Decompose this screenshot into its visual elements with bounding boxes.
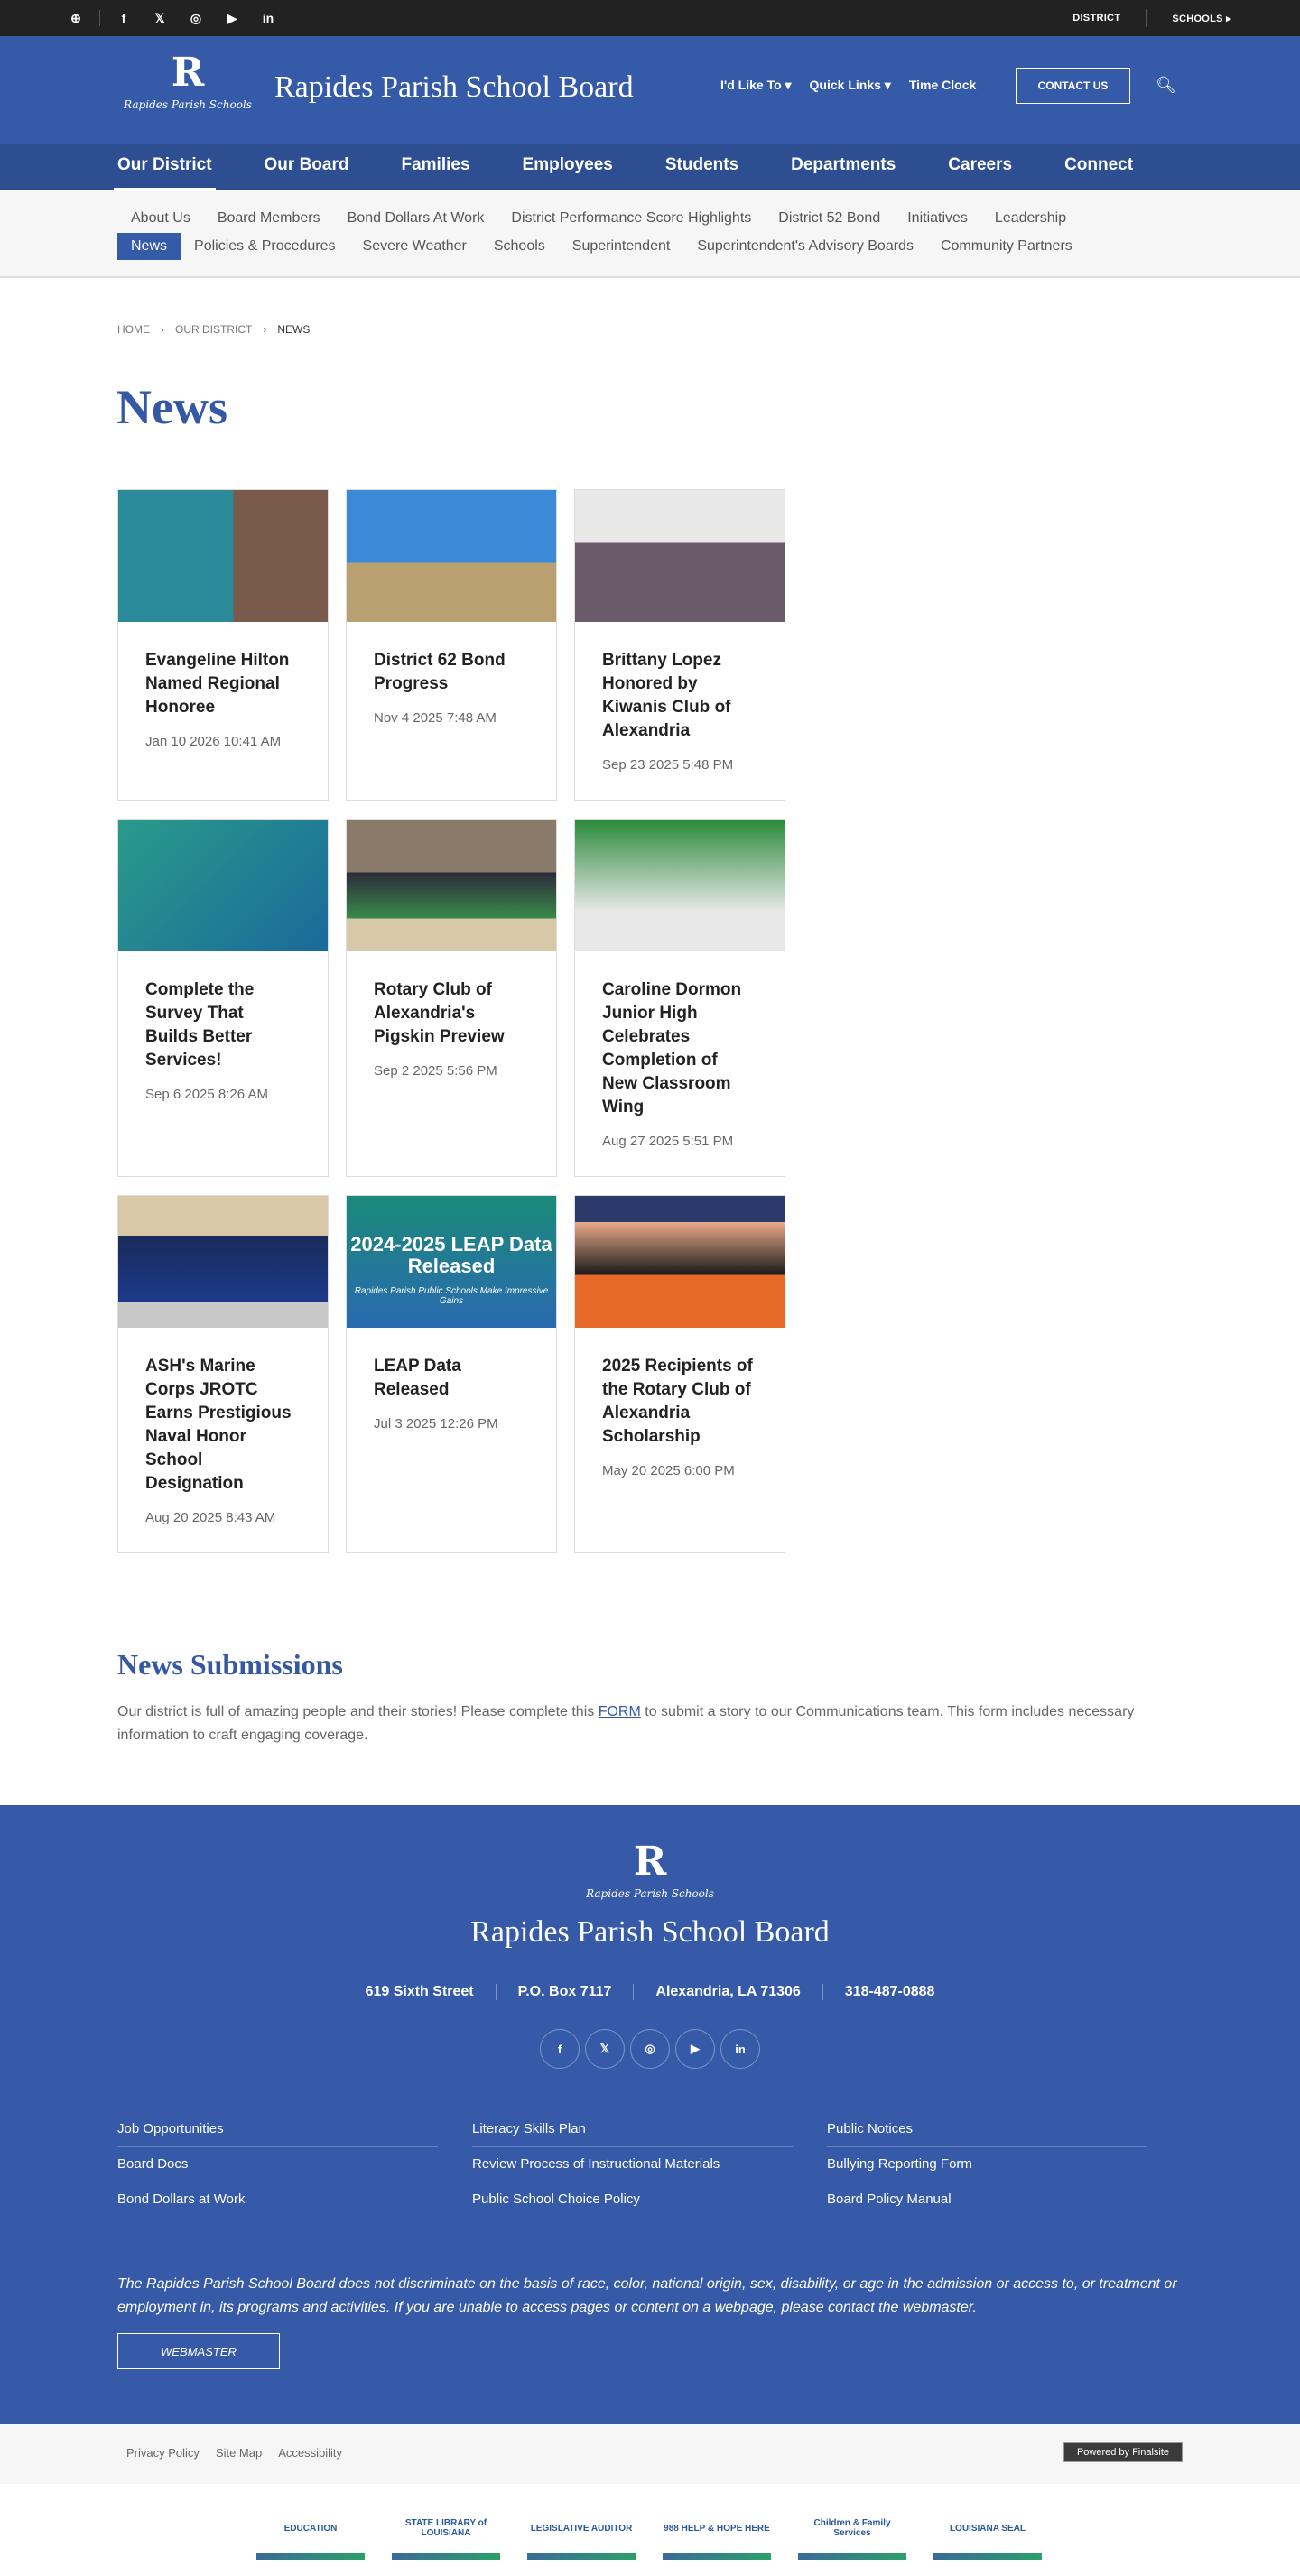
instagram-icon[interactable]: ◎ bbox=[190, 10, 202, 25]
chevron-right-icon: › bbox=[161, 323, 164, 336]
footer-link[interactable]: Literacy Skills Plan bbox=[472, 2112, 793, 2147]
facebook-icon[interactable]: f bbox=[121, 11, 126, 25]
subnav-item[interactable]: Superintendent bbox=[571, 238, 671, 254]
accessibility-link[interactable]: Accessibility bbox=[278, 2446, 343, 2460]
news-title[interactable]: 2025 Recipients of the Rotary Club of Alexandria Scholarship bbox=[602, 1357, 753, 1446]
subnav-item[interactable]: Initiatives bbox=[907, 210, 968, 226]
news-date: Jan 10 2026 10:41 AM bbox=[145, 734, 282, 749]
image-headline: 2024-2025 LEAP Data Released bbox=[350, 1233, 552, 1277]
youtube-icon[interactable]: ▶ bbox=[675, 2029, 715, 2069]
subnav-item[interactable]: News bbox=[117, 233, 181, 260]
news-card-body bbox=[347, 951, 556, 1106]
news-image[interactable] bbox=[118, 490, 328, 622]
news-title[interactable]: District 62 Bond Progress bbox=[374, 651, 506, 693]
contact-us-button[interactable]: CONTACT US bbox=[1016, 68, 1130, 104]
linkedin-icon[interactable]: in bbox=[720, 2029, 760, 2069]
footer-address bbox=[0, 1984, 1300, 2000]
nondiscrimination-statement: The Rapides Parish School Board does not discriminate on the basis of race, color, national origin, sex, disability, or age in the admission or access to, or treatment or employment in, its programs and activities. If you are unable to access pages or content on a webpage, please contact the webmaster. bbox=[117, 2276, 1177, 2315]
news-card[interactable] bbox=[346, 1195, 557, 1553]
x-icon[interactable]: 𝕏 bbox=[154, 10, 165, 25]
footer-link[interactable]: Review Process of Instructional Materials bbox=[472, 2147, 793, 2182]
partner-logos bbox=[256, 2506, 1042, 2560]
nav-our-district[interactable]: Our District bbox=[117, 144, 212, 190]
quick-links-menu[interactable]: Quick Links ▾ bbox=[809, 78, 891, 92]
news-card[interactable] bbox=[574, 1195, 785, 1553]
footer-link[interactable]: Board Docs bbox=[117, 2147, 438, 2182]
news-date: Sep 23 2025 5:48 PM bbox=[602, 757, 734, 773]
subnav-item[interactable]: District 52 Bond bbox=[778, 210, 881, 226]
form-link[interactable]: FORM bbox=[598, 1704, 641, 1719]
district-logo[interactable] bbox=[116, 49, 260, 132]
news-title[interactable]: LEAP Data Released bbox=[374, 1357, 461, 1399]
subnav-item[interactable]: Board Members bbox=[217, 210, 320, 226]
text: Our district is full of amazing people and their stories! Please complete this bbox=[117, 1704, 599, 1719]
logo-script: Rapides Parish Schools bbox=[586, 1887, 714, 1900]
time-clock-link[interactable]: Time Clock bbox=[908, 78, 977, 92]
submissions-heading: News Submissions bbox=[117, 1648, 343, 1681]
news-date: Nov 4 2025 7:48 AM bbox=[374, 710, 497, 726]
site-map-link[interactable]: Site Map bbox=[215, 2446, 263, 2460]
news-card-body bbox=[575, 1328, 785, 1506]
breadcrumb bbox=[117, 323, 310, 336]
news-date: Sep 2 2025 5:56 PM bbox=[374, 1063, 497, 1079]
subnav-item[interactable]: Bond Dollars At Work bbox=[347, 210, 485, 226]
po-box: P.O. Box 7117 bbox=[497, 1984, 635, 2000]
news-image[interactable] bbox=[575, 490, 785, 622]
nav-departments[interactable]: Departments bbox=[791, 155, 896, 174]
section-nav bbox=[0, 191, 1300, 278]
chevron-right-icon: › bbox=[263, 323, 267, 336]
youtube-icon[interactable]: ▶ bbox=[227, 10, 237, 25]
news-card[interactable] bbox=[117, 489, 329, 801]
news-image[interactable] bbox=[347, 1196, 556, 1328]
divider bbox=[99, 10, 100, 26]
news-card[interactable] bbox=[574, 489, 785, 801]
news-image[interactable] bbox=[575, 820, 785, 951]
news-card[interactable] bbox=[117, 1195, 329, 1553]
x-icon[interactable]: 𝕏 bbox=[585, 2029, 625, 2069]
news-date: Jul 3 2025 12:26 PM bbox=[374, 1416, 498, 1432]
partner-logo[interactable]: Children & Family Services bbox=[798, 2506, 906, 2560]
news-card-body bbox=[118, 951, 328, 1129]
schools-menu[interactable]: SCHOOLS ▸ bbox=[1172, 13, 1231, 24]
news-title[interactable]: Rotary Club of Alexandria's Pigskin Preview bbox=[374, 980, 505, 1046]
logo-letter: R bbox=[633, 1839, 667, 1885]
privacy-policy-link[interactable]: Privacy Policy bbox=[126, 2446, 200, 2460]
subnav-item[interactable]: Community Partners bbox=[940, 238, 1072, 254]
subnav-item[interactable]: Schools bbox=[493, 238, 545, 254]
footer-link[interactable]: Public Notices bbox=[827, 2112, 1147, 2147]
nav-careers[interactable]: Careers bbox=[948, 155, 1013, 174]
footer-link-column bbox=[827, 2112, 1147, 2218]
partner-logo[interactable]: EDUCATION bbox=[256, 2506, 365, 2560]
finalsite-badge[interactable]: Powered by Finalsite bbox=[1063, 2442, 1183, 2462]
image-subtitle: Rapides Parish Public Schools Make Impressive Gains bbox=[354, 1286, 549, 1306]
social-links bbox=[58, 0, 286, 36]
footer-link[interactable]: Public School Choice Policy bbox=[472, 2191, 640, 2207]
news-date: Sep 6 2025 8:26 AM bbox=[145, 1087, 268, 1102]
subnav-item[interactable]: About Us bbox=[131, 210, 190, 226]
nav-connect[interactable]: Connect bbox=[1064, 155, 1134, 174]
subnav-item[interactable]: Policies & Procedures bbox=[194, 238, 336, 254]
subnav-item[interactable]: District Performance Score Highlights bbox=[511, 210, 752, 226]
partner-logo[interactable]: LEGISLATIVE AUDITOR bbox=[527, 2506, 636, 2560]
submissions-text bbox=[117, 1700, 1156, 1747]
nav-employees[interactable]: Employees bbox=[522, 155, 613, 174]
id-like-to-menu[interactable]: I'd Like To ▾ bbox=[720, 78, 792, 92]
news-grid bbox=[117, 489, 785, 1553]
logo-letter: R bbox=[171, 50, 205, 96]
news-date: Aug 27 2025 5:51 PM bbox=[602, 1134, 734, 1149]
subnav-item[interactable]: Severe Weather bbox=[362, 238, 467, 254]
partner-logo[interactable]: 988 HELP & HOPE HERE bbox=[663, 2506, 771, 2560]
news-card-body bbox=[118, 1328, 328, 1552]
nav-students[interactable]: Students bbox=[664, 155, 739, 174]
news-title[interactable]: Evangeline Hilton Named Regional Honoree bbox=[145, 651, 290, 717]
news-card[interactable] bbox=[574, 819, 785, 1177]
news-image[interactable] bbox=[347, 820, 556, 951]
nav-families[interactable]: Families bbox=[401, 155, 470, 174]
legal-bar bbox=[0, 2424, 1300, 2484]
news-card[interactable] bbox=[117, 819, 329, 1177]
news-title[interactable]: Complete the Survey That Builds Better Services! bbox=[145, 980, 255, 1070]
breadcrumb-home[interactable]: HOME bbox=[117, 323, 150, 336]
footer-link[interactable]: Bond Dollars at Work bbox=[117, 2191, 246, 2207]
translate-icon[interactable]: ⊕ bbox=[70, 10, 81, 25]
footer-link-column bbox=[472, 2112, 793, 2218]
news-card-body bbox=[575, 951, 785, 1176]
news-image[interactable] bbox=[347, 490, 556, 622]
breadcrumb-our-district[interactable]: OUR DISTRICT bbox=[175, 323, 253, 336]
subnav-item[interactable]: Leadership bbox=[994, 210, 1067, 226]
news-card-body bbox=[347, 1328, 556, 1459]
linkedin-icon[interactable]: in bbox=[262, 11, 274, 25]
footer-link[interactable]: Job Opportunities bbox=[117, 2112, 438, 2147]
text: to submit a story to our Communications team. This form includes necessary information to craft engaging coverage. bbox=[117, 1704, 1135, 1743]
partner-logo[interactable]: LOUISIANA SEAL bbox=[933, 2506, 1042, 2560]
site-header bbox=[0, 36, 1300, 144]
district-link[interactable]: DISTRICT bbox=[1072, 13, 1121, 23]
facebook-icon[interactable]: f bbox=[540, 2029, 580, 2069]
news-card-body bbox=[575, 622, 785, 800]
subnav-item[interactable]: Superintendent's Advisory Boards bbox=[697, 238, 914, 254]
footer-link-column bbox=[117, 2112, 438, 2218]
breadcrumb-current: NEWS bbox=[277, 323, 311, 336]
nav-our-board[interactable]: Our Board bbox=[264, 155, 349, 174]
site-footer bbox=[0, 1805, 1300, 2424]
footer-links bbox=[117, 2112, 1147, 2218]
news-card-body bbox=[347, 622, 556, 753]
news-title[interactable]: ASH's Marine Corps JROTC Earns Prestigious Naval Honor School Designation bbox=[145, 1357, 292, 1493]
news-card-body bbox=[118, 622, 328, 776]
footer-title: Rapides Parish School Board bbox=[470, 1915, 830, 1949]
site-title[interactable]: Rapides Parish School Board bbox=[274, 70, 634, 104]
city: Alexandria, LA 71306 bbox=[634, 1984, 822, 2000]
news-image[interactable] bbox=[118, 1196, 328, 1328]
page-title: News bbox=[116, 380, 228, 434]
footer-link[interactable]: Bullying Reporting Form bbox=[827, 2147, 1147, 2182]
news-date: May 20 2025 6:00 PM bbox=[602, 1463, 735, 1478]
partner-logo[interactable]: STATE LIBRARY of LOUISIANA bbox=[392, 2506, 500, 2560]
logo-script: Rapides Parish Schools bbox=[124, 98, 252, 111]
news-date: Aug 20 2025 8:43 AM bbox=[145, 1510, 276, 1525]
utility-bar bbox=[0, 0, 1300, 36]
instagram-icon[interactable]: ◎ bbox=[630, 2029, 670, 2069]
footer-logo bbox=[578, 1838, 722, 1906]
news-title[interactable]: Caroline Dormon Junior High Celebrates Completion of New Classroom Wing bbox=[602, 980, 742, 1117]
phone-link[interactable]: 318-487-0888 bbox=[844, 1984, 935, 1999]
news-title[interactable]: Brittany Lopez Honored by Kiwanis Club of Alexandria bbox=[602, 651, 731, 740]
footer-social bbox=[540, 2029, 760, 2069]
webmaster-button[interactable]: WEBMASTER bbox=[117, 2333, 280, 2369]
footer-link[interactable]: Board Policy Manual bbox=[827, 2191, 952, 2207]
street: 619 Sixth Street bbox=[344, 1984, 497, 2000]
news-image[interactable] bbox=[575, 1196, 785, 1328]
news-image[interactable] bbox=[118, 820, 328, 951]
news-card[interactable] bbox=[346, 489, 557, 801]
search-icon[interactable]: 🔍︎ bbox=[1156, 76, 1176, 94]
news-card[interactable] bbox=[346, 819, 557, 1177]
main-nav bbox=[0, 144, 1300, 190]
